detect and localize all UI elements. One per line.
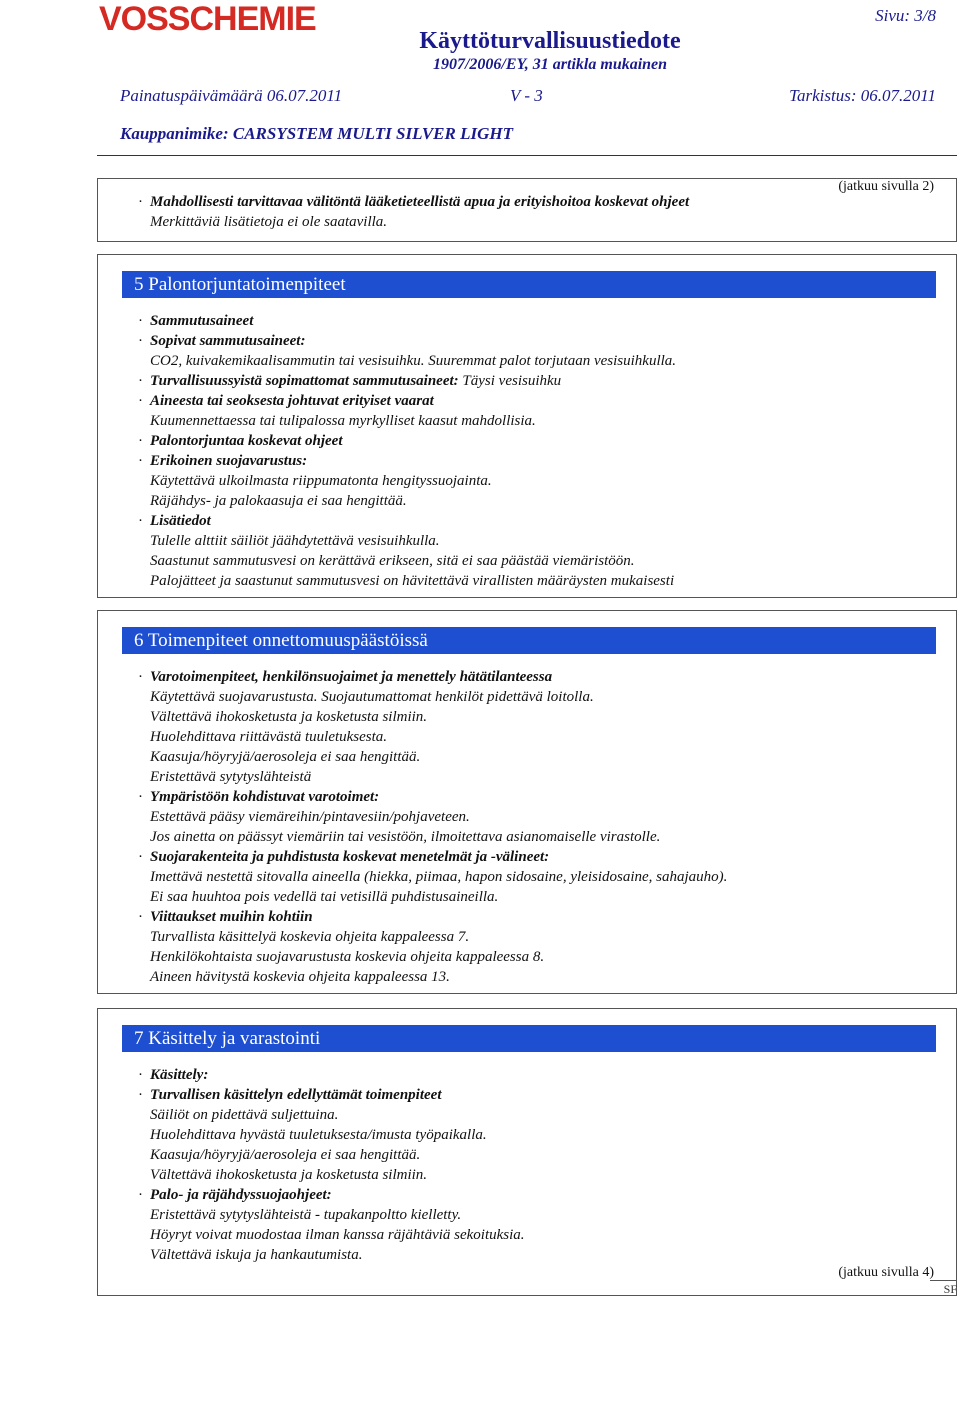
fire-protection-text-1: Eristettävä sytytyslähteistä - tupakanpoltto kielletty. [150,1207,462,1223]
print-date: Painatuspäivämäärä 06.07.2011 [120,86,343,105]
precautions-text-2: Vältettävä ihokosketusta ja kosketusta silmiin. [150,709,428,725]
revision-date: Tarkistus: 06.07.2011 [789,86,936,105]
section-6-title: 6 Toimenpiteet onnettomuuspäästöissä [122,627,936,654]
footer-divider [930,1280,957,1281]
precautions-heading: · Varotoimenpiteet, henkilönsuojaimet ja menettely hätätilanteessa [138,669,553,685]
unsuitable-media: · Turvallisuussyistä sopimattomat sammutusaineet: Täysi vesisuihku [138,373,562,389]
suitable-media-text: CO2, kuivakemikaalisammutin tai vesisuihku. Suuremmat palot torjutaan vesisuihkulla. [150,353,677,369]
precautions-text-3: Huolehdittava riittävästä tuuletuksesta. [150,729,388,745]
section-7 [97,1008,957,1296]
containment-heading: · Suojarakenteita ja puhdistusta koskevat menetelmät ja -välineet: [138,849,550,865]
medical-advice-text: Merkittäviä lisätietoja ei ole saatavilla. [150,214,388,230]
page-number: Sivu: 3/8 [875,6,936,25]
document-subtitle: 1907/2006/EY, 31 artikla mukainen [432,56,668,73]
extinguishing-media-heading: · Sammutusaineet [138,313,254,329]
safe-handling-heading: · Turvallisen käsittelyn edellyttämät toimenpiteet [138,1087,442,1103]
environmental-heading: · Ympäristöön kohdistuvat varotoimet: [138,789,380,805]
precautions-text-1: Käytettävä suojavarustusta. Suojautumattomat henkilöt pidettävä loitolla. [150,689,594,705]
containment-text-1: Imettävä nestettä sitovalla aineella (hiekka, piimaa, hapon sidosaine, yleisidosaine, sahajauho). [150,869,728,885]
safe-handling-text-3: Kaasuja/höyryjä/aerosoleja ei saa hengittää. [150,1147,421,1163]
environmental-text-2: Jos ainetta on päässyt viemäriin tai vesistöön, ilmoitettava asianomaiselle virastolle. [150,829,661,845]
trade-name: Kauppanimike: CARSYSTEM MULTI SILVER LIGHT [120,124,513,143]
references-text-2: Henkilökohtaista suojavarustusta koskevia ohjeita kappaleessa 8. [150,949,545,965]
containment-text-2: Ei saa huuhtoa pois vedellä tai vetisillä puhdistusaineilla. [150,889,499,905]
fire-protection-text-2: Höyryt voivat muodostaa ilman kanssa räjähtäviä sekoituksia. [150,1227,525,1243]
suitable-media-heading: · Sopivat sammutusaineet: [138,333,306,349]
section-5 [97,254,957,598]
fire-protection-heading: · Palo- ja räjähdyssuojaohjeet: [138,1187,332,1203]
special-hazards-text: Kuumennettaessa tai tulipalossa myrkylliset kaasut mahdollisia. [150,413,536,429]
additional-info-text-3: Palojätteet ja saastunut sammutusvesi on hävitettävä virallisten määräysten mukaisesti [150,573,675,589]
environmental-text-1: Estettävä pääsy viemäreihin/pintavesiin/pohjaveteen. [150,809,470,825]
section-7-title: 7 Käsittely ja varastointi [122,1025,936,1052]
additional-info-text-1: Tulelle alttiit säiliöt jäähdytettävä vesisuihkulla. [150,533,440,549]
language-code: SF [943,1282,957,1296]
safe-handling-text-4: Vältettävä ihokosketusta ja kosketusta silmiin. [150,1167,428,1183]
document-title: Käyttöturvallisuustiedote [419,28,681,54]
medical-advice-heading: · Mahdollisesti tarvittavaa välitöntä lääketieteellistä apua ja erityishoitoa koskevat ohjeet [138,194,690,210]
references-text-1: Turvallista käsittelyä koskevia ohjeita kappaleessa 7. [150,929,470,945]
safe-handling-text-2: Huolehdittava hyvästä tuuletuksesta/imusta työpaikalla. [150,1127,487,1143]
section-6 [97,610,957,994]
additional-info-heading: · Lisätiedot [138,513,211,529]
special-hazards-heading: · Aineesta tai seoksesta johtuvat erityiset vaarat [138,393,434,409]
handling-heading: · Käsittely: [138,1067,209,1083]
firefighting-advice-heading: · Palontorjuntaa koskevat ohjeet [138,433,343,449]
safe-handling-text-1: Säiliöt on pidettävä suljettuina. [150,1107,339,1123]
protective-equipment-text-1: Käytettävä ulkoilmasta riippumatonta hengityssuojainta. [150,473,492,489]
references-heading: · Viittaukset muihin kohtiin [138,909,313,925]
references-text-3: Aineen hävitystä koskevia ohjeita kappaleessa 13. [150,969,450,985]
protective-equipment-heading: · Erikoinen suojavarustus: [138,453,308,469]
additional-info-text-2: Saastunut sammutusvesi on kerättävä erikseen, sitä ei saa päästää viemäristöön. [150,553,635,569]
continued-note-next: (jatkuu sivulla 4) [838,1265,934,1280]
section-5-title: 5 Palontorjuntatoimenpiteet [122,271,936,298]
continued-note: (jatkuu sivulla 2) [838,179,934,194]
header-divider [97,155,957,156]
protective-equipment-text-2: Räjähdys- ja palokaasuja ei saa hengittää. [150,493,407,509]
precautions-text-5: Eristettävä sytytyslähteistä [150,769,312,785]
version: V - 3 [510,86,543,105]
section-4-continuation [97,178,957,242]
fire-protection-text-3: Vältettävä iskuja ja hankautumista. [150,1247,363,1263]
vosschemie-logo: VOSSCHEMIE [99,0,316,38]
precautions-text-4: Kaasuja/höyryjä/aerosoleja ei saa hengittää. [150,749,421,765]
